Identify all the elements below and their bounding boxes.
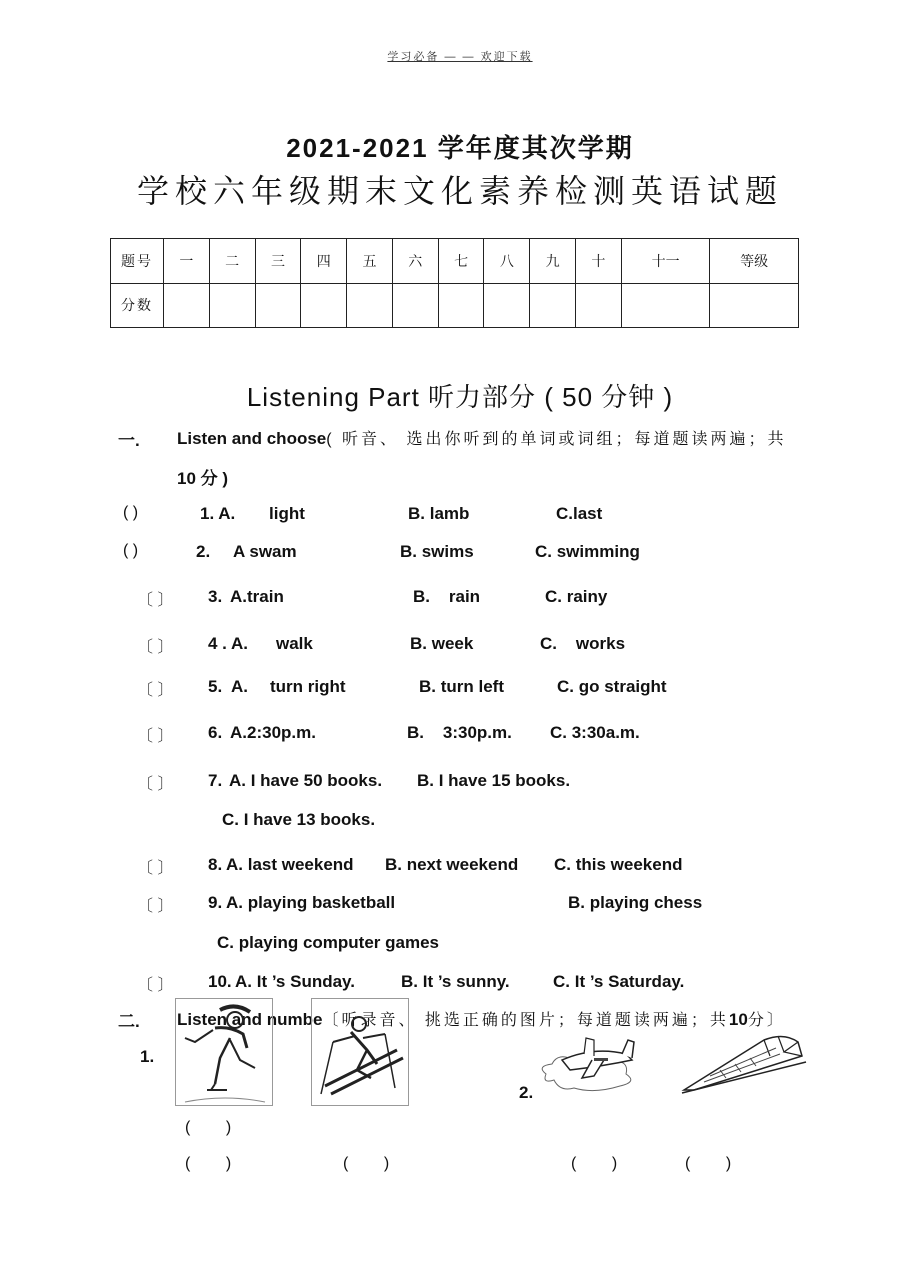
option-b: B. swims — [400, 542, 474, 561]
part2-number: 二. — [118, 1012, 140, 1031]
picture-answer-bracket[interactable]: ( ) — [185, 1119, 232, 1136]
option-c: C. go straight — [557, 677, 667, 696]
option-b: B. next weekend — [385, 855, 519, 874]
part2-instruction-en: Listen and numbe — [177, 1010, 323, 1029]
option-b: B. 3:30p.m. — [407, 723, 512, 742]
score-input-cell[interactable] — [209, 283, 255, 328]
question-number: 5. A. — [208, 677, 248, 696]
header-note: 学习必备 — — 欢迎下载 — [387, 51, 533, 63]
skier-icon — [311, 998, 409, 1106]
table-cell: 等级 — [710, 239, 799, 284]
answer-bracket[interactable]: 〔 〕 — [137, 776, 174, 793]
option-a: light — [269, 504, 305, 523]
question-number: 2. — [196, 542, 211, 561]
option-c: C. 3:30a.m. — [550, 723, 640, 742]
option-c: C. works — [540, 634, 626, 653]
score-table — [110, 238, 799, 328]
question-number: 4 . A. — [208, 634, 248, 653]
option-c: C. this weekend — [554, 855, 683, 874]
answer-bracket[interactable]: 〔 〕 — [137, 592, 174, 609]
question-number: 1. A. — [200, 504, 236, 523]
table-cell: 题号 — [111, 239, 164, 284]
answer-bracket[interactable]: ( ) — [123, 504, 139, 521]
option-a: A. last weekend — [226, 855, 354, 874]
score-input-cell[interactable] — [347, 283, 393, 328]
answer-bracket[interactable]: 〔 〕 — [137, 682, 174, 699]
answer-bracket[interactable]: 〔 〕 — [137, 898, 174, 915]
table-cell: 八 — [484, 239, 530, 284]
option-a: A. I have 50 books. — [229, 771, 383, 790]
part1-instruction-en: Listen and choose — [177, 429, 327, 448]
picture-group-label: 2. — [519, 1083, 534, 1102]
part2-instruction-end: 分〕 — [747, 1012, 786, 1029]
part1-number: 一. — [118, 431, 140, 450]
table-cell: 十一 — [621, 239, 710, 284]
option-a: walk — [276, 634, 313, 653]
option-c: C. It ’s Saturday. — [553, 972, 685, 991]
question-number: 8. — [208, 855, 223, 874]
option-a: turn right — [270, 677, 346, 696]
score-input-cell[interactable] — [621, 283, 710, 328]
section-title: Listening Part 听力部分 ( 50 分钟 ) — [246, 382, 674, 412]
question-number: 10. — [208, 972, 232, 991]
option-b: B. lamb — [408, 504, 470, 523]
table-cell: 四 — [301, 239, 347, 284]
option-b: B. turn left — [419, 677, 504, 696]
score-input-cell[interactable] — [255, 283, 301, 328]
score-input-cell[interactable] — [576, 283, 622, 328]
answer-bracket[interactable]: 〔 〕 — [137, 860, 174, 877]
score-table-header-row — [111, 239, 799, 284]
part1-instruction — [177, 426, 786, 449]
score-input-cell[interactable] — [530, 283, 576, 328]
score-input-cell[interactable] — [392, 283, 438, 328]
score-input-cell[interactable] — [164, 283, 210, 328]
option-b: B. I have 15 books. — [417, 771, 571, 790]
picture-answer-bracket[interactable]: ( ) — [571, 1155, 618, 1172]
picture-answer-bracket[interactable]: ( ) — [185, 1155, 232, 1172]
part1-instruction-cn: ( 听音、 选出你听到的单词或词组；每道题读两遍；共 — [326, 431, 787, 448]
question-number: 6. — [208, 723, 223, 742]
question-number: 3. — [208, 587, 223, 606]
option-a: A. playing basketball — [226, 893, 396, 912]
option-b: B. playing chess — [568, 893, 703, 912]
picture-answer-bracket[interactable]: ( ) — [343, 1155, 390, 1172]
airplane-icon — [534, 1030, 644, 1096]
table-cell: 二 — [209, 239, 255, 284]
exam-title-line2: 学校六年级期末文化素养检测英语试题 — [136, 173, 783, 209]
table-cell: 九 — [530, 239, 576, 284]
table-cell: 分数 — [111, 283, 164, 328]
answer-bracket[interactable]: 〔 〕 — [137, 977, 174, 994]
answer-bracket[interactable]: 〔 〕 — [137, 639, 174, 656]
score-input-cell[interactable] — [301, 283, 347, 328]
table-cell: 一 — [164, 239, 210, 284]
exam-title-line1: 2021-2021 学年度其次学期 — [286, 133, 634, 163]
option-c: C. swimming — [535, 542, 640, 561]
part1-instruction-points: 10 分 ) — [177, 469, 229, 488]
table-cell: 七 — [438, 239, 484, 284]
picture-answer-bracket[interactable]: ( ) — [685, 1155, 732, 1172]
option-c: C. I have 13 books. — [222, 810, 376, 829]
option-a: A swam — [233, 542, 297, 561]
question-number: 7. — [208, 771, 223, 790]
score-input-cell[interactable] — [438, 283, 484, 328]
train-icon — [680, 1026, 810, 1094]
part2-instruction-cn: 〔听录音、 挑选正确的图片；每道题读两遍；共 — [322, 1012, 729, 1029]
question-number: 9. — [208, 893, 223, 912]
option-c: C. rainy — [545, 587, 608, 606]
option-c: C.last — [556, 504, 603, 523]
ice-skater-icon — [175, 998, 273, 1106]
score-table-score-row — [111, 283, 799, 328]
table-cell: 五 — [347, 239, 393, 284]
option-a: A. It ’s Sunday. — [235, 972, 355, 991]
table-cell: 三 — [255, 239, 301, 284]
score-input-cell[interactable] — [484, 283, 530, 328]
option-b: B. rain — [413, 587, 481, 606]
option-a: A.2:30p.m. — [230, 723, 316, 742]
picture-group-label: 1. — [140, 1047, 155, 1066]
option-b: B. week — [410, 634, 474, 653]
answer-bracket[interactable]: ( ) — [123, 542, 139, 559]
option-c: C. playing computer games — [217, 933, 439, 952]
option-a: A.train — [230, 587, 284, 606]
table-cell: 六 — [392, 239, 438, 284]
table-cell: 十 — [576, 239, 622, 284]
score-input-cell[interactable] — [710, 283, 799, 328]
option-b: B. It ’s sunny. — [401, 972, 510, 991]
answer-bracket[interactable]: 〔 〕 — [137, 728, 174, 745]
part2-instruction-points: 10 — [728, 1010, 748, 1029]
